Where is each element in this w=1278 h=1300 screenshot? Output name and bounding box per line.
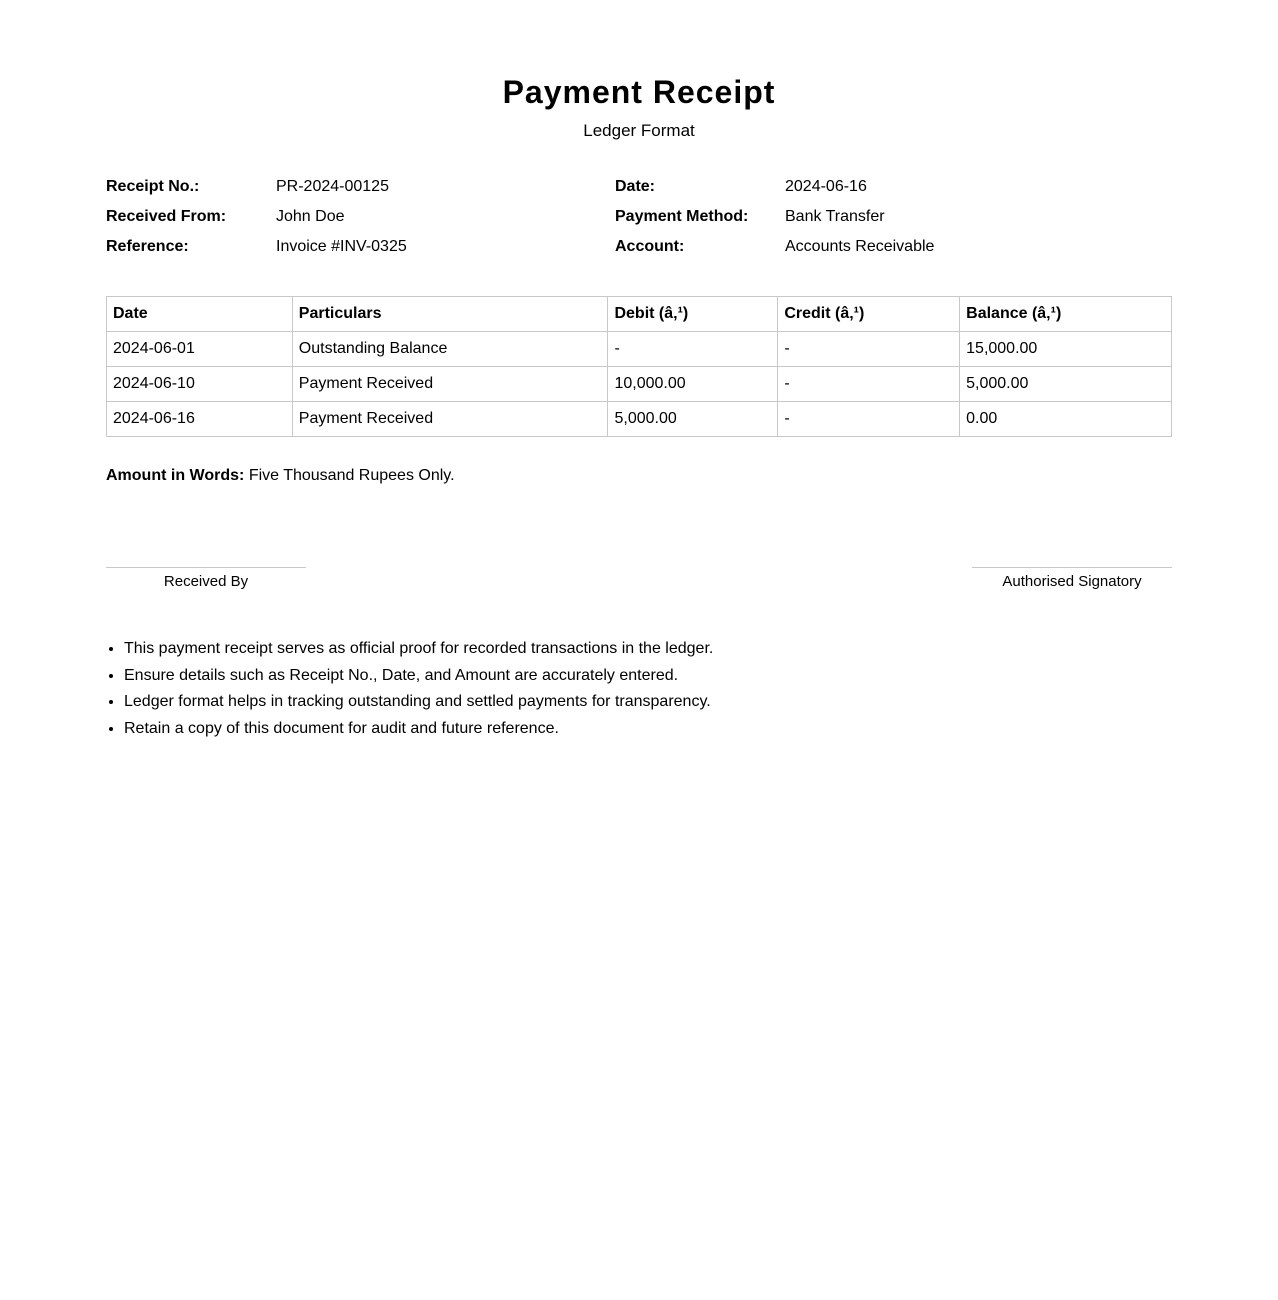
list-item: • Ledger format helps in tracking outstanding and settled payments for transparency. bbox=[124, 692, 713, 719]
info-value: John Doe bbox=[276, 208, 345, 225]
page-title: Payment Receipt bbox=[502, 74, 776, 110]
cell-debit: - bbox=[608, 332, 778, 367]
info-row-date bbox=[615, 178, 934, 208]
info-row-receipt-no bbox=[106, 178, 407, 208]
cell-particulars: Outstanding Balance bbox=[292, 332, 608, 367]
cell-debit: 5,000.00 bbox=[608, 402, 778, 437]
list-item: • This payment receipt serves as official proof for recorded transactions in the ledger. bbox=[124, 639, 713, 666]
info-row-received-from bbox=[106, 208, 407, 238]
info-value: Accounts Receivable bbox=[785, 238, 935, 255]
info-value: Bank Transfer bbox=[785, 208, 885, 225]
column-header-balance: Balance (â‚¹) bbox=[960, 297, 1172, 332]
list-item: • Retain a copy of this document for audit and future reference. bbox=[124, 719, 713, 746]
info-row-reference bbox=[106, 238, 407, 268]
info-value: 2024-06-16 bbox=[785, 178, 867, 195]
table-row bbox=[107, 402, 1172, 437]
list-item: • Ensure details such as Receipt No., Date, and Amount are accurately entered. bbox=[124, 666, 713, 693]
info-value: Invoice #INV-0325 bbox=[276, 238, 407, 255]
signature-received-by: Received By bbox=[106, 567, 306, 590]
info-label: Received From: bbox=[106, 208, 227, 225]
table-row bbox=[107, 332, 1172, 367]
amount-in-words bbox=[106, 467, 455, 485]
cell-particulars: Payment Received bbox=[292, 402, 608, 437]
cell-balance: 15,000.00 bbox=[960, 332, 1172, 367]
ledger-header-row bbox=[107, 297, 1172, 332]
info-row-account bbox=[615, 238, 934, 268]
cell-balance: 5,000.00 bbox=[960, 367, 1172, 402]
cell-credit: - bbox=[778, 332, 960, 367]
table-row bbox=[107, 367, 1172, 402]
page-subtitle: Ledger Format bbox=[583, 121, 695, 140]
notes-list bbox=[124, 639, 713, 745]
cell-particulars: Payment Received bbox=[292, 367, 608, 402]
amount-in-words-label: Amount in Words: bbox=[106, 467, 245, 484]
column-header-date: Date bbox=[107, 297, 293, 332]
ledger-table bbox=[106, 296, 1172, 437]
info-label: Payment Method: bbox=[615, 208, 749, 225]
info-row-payment-method bbox=[615, 208, 934, 238]
column-header-particulars: Particulars bbox=[292, 297, 608, 332]
info-label: Date: bbox=[615, 178, 656, 195]
info-block-right bbox=[615, 178, 934, 268]
cell-date: 2024-06-01 bbox=[107, 332, 293, 367]
info-label: Reference: bbox=[106, 238, 189, 255]
info-label: Account: bbox=[615, 238, 685, 255]
cell-debit: 10,000.00 bbox=[608, 367, 778, 402]
column-header-credit: Credit (â‚¹) bbox=[778, 297, 960, 332]
signature-authorised-signatory: Authorised Signatory bbox=[972, 567, 1172, 590]
amount-in-words-value: Five Thousand Rupees Only. bbox=[248, 467, 455, 484]
cell-date: 2024-06-16 bbox=[107, 402, 293, 437]
cell-credit: - bbox=[778, 402, 960, 437]
info-block-left bbox=[106, 178, 407, 268]
cell-credit: - bbox=[778, 367, 960, 402]
info-value: PR-2024-00125 bbox=[276, 178, 389, 195]
info-label: Receipt No.: bbox=[106, 178, 200, 195]
cell-balance: 0.00 bbox=[960, 402, 1172, 437]
column-header-debit: Debit (â‚¹) bbox=[608, 297, 778, 332]
cell-date: 2024-06-10 bbox=[107, 367, 293, 402]
